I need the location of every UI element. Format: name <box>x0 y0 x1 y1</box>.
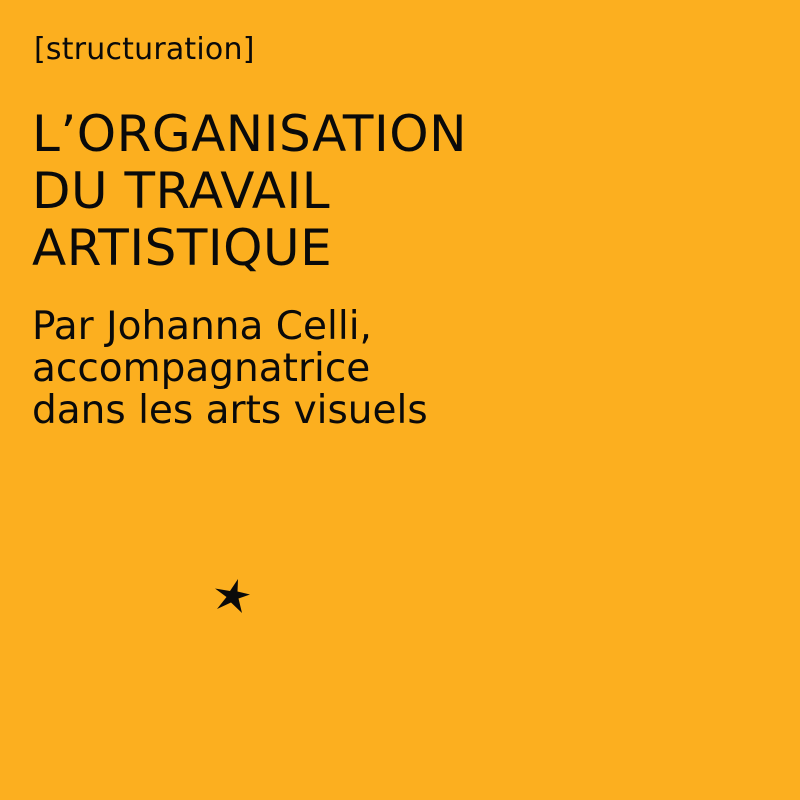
title <box>32 106 467 277</box>
byline-line-3: dans les arts visuels <box>32 388 428 433</box>
title-line-2: DU TRAVAIL <box>32 162 331 220</box>
category-tag: [structuration] <box>34 32 255 67</box>
byline-line-1: Par Johanna Celli, <box>32 304 372 349</box>
star-icon <box>212 575 254 617</box>
byline <box>32 306 428 432</box>
byline-line-2: accompagnatrice <box>32 346 371 391</box>
title-line-3: ARTISTIQUE <box>32 219 333 277</box>
title-line-1: L’ORGANISATION <box>32 105 467 163</box>
